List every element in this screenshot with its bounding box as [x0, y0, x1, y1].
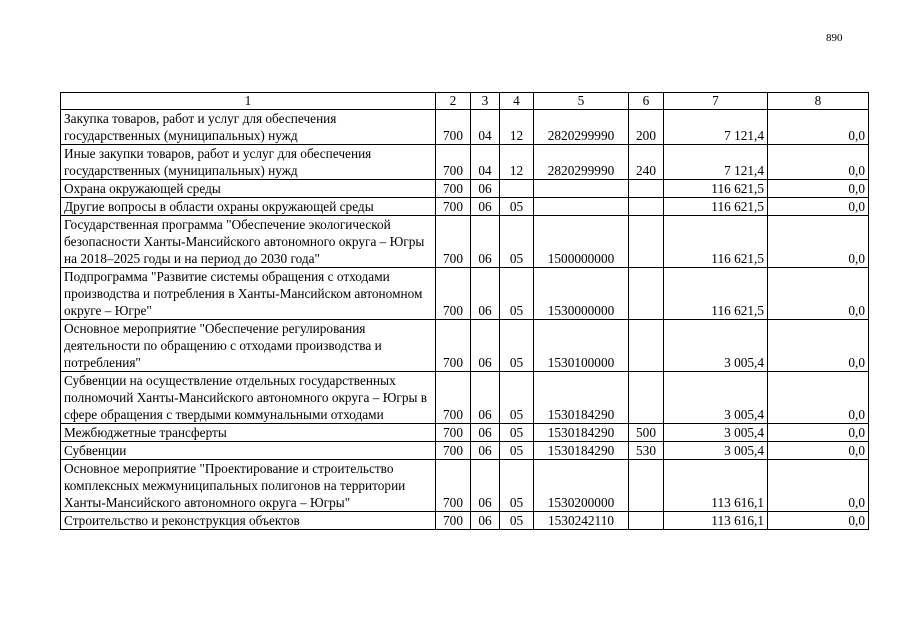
cell-amount-2: 0,0	[768, 216, 869, 268]
cell-amount: 3 005,4	[664, 442, 768, 460]
cell-target-article: 1530100000	[534, 320, 629, 372]
table-row	[61, 460, 869, 512]
cell-section: 06	[471, 216, 500, 268]
cell-amount: 113 616,1	[664, 460, 768, 512]
cell-name: Субвенции	[61, 442, 436, 460]
cell-target-article: 1530242110	[534, 512, 629, 530]
cell-subsection: 05	[500, 512, 534, 530]
cell-section: 06	[471, 268, 500, 320]
table-row	[61, 216, 869, 268]
cell-target-article: 1530184290	[534, 372, 629, 424]
cell-admin-code: 700	[436, 198, 471, 216]
table-row	[61, 110, 869, 145]
table-row	[61, 442, 869, 460]
table-row	[61, 180, 869, 198]
cell-name: Основное мероприятие "Проектирование и строительство комплексных межмуниципальных полигонов на территории Ханты-Мансийского автономного округа – Югры"	[61, 460, 436, 512]
cell-admin-code: 700	[436, 110, 471, 145]
cell-amount: 3 005,4	[664, 372, 768, 424]
header-cell: 7	[664, 93, 768, 110]
cell-expense-type	[629, 512, 664, 530]
table-row	[61, 372, 869, 424]
cell-expense-type	[629, 216, 664, 268]
cell-admin-code: 700	[436, 424, 471, 442]
cell-subsection: 12	[500, 110, 534, 145]
cell-section: 06	[471, 372, 500, 424]
cell-subsection: 05	[500, 424, 534, 442]
cell-expense-type: 240	[629, 145, 664, 180]
cell-subsection: 05	[500, 460, 534, 512]
cell-name: Межбюджетные трансферты	[61, 424, 436, 442]
cell-amount: 116 621,5	[664, 180, 768, 198]
cell-admin-code: 700	[436, 145, 471, 180]
table-row	[61, 268, 869, 320]
cell-section: 06	[471, 442, 500, 460]
table-row	[61, 320, 869, 372]
table-row	[61, 424, 869, 442]
cell-amount-2: 0,0	[768, 180, 869, 198]
table-row	[61, 512, 869, 530]
cell-name: Закупка товаров, работ и услуг для обеспечения государственных (муниципальных) нужд	[61, 110, 436, 145]
cell-amount: 116 621,5	[664, 198, 768, 216]
cell-subsection: 05	[500, 442, 534, 460]
cell-amount-2: 0,0	[768, 268, 869, 320]
cell-amount-2: 0,0	[768, 110, 869, 145]
cell-section: 06	[471, 180, 500, 198]
cell-amount-2: 0,0	[768, 460, 869, 512]
header-cell: 6	[629, 93, 664, 110]
header-cell: 1	[61, 93, 436, 110]
cell-section: 04	[471, 110, 500, 145]
cell-subsection: 12	[500, 145, 534, 180]
cell-admin-code: 700	[436, 320, 471, 372]
cell-section: 06	[471, 320, 500, 372]
cell-admin-code: 700	[436, 442, 471, 460]
cell-section: 06	[471, 424, 500, 442]
cell-expense-type	[629, 372, 664, 424]
header-cell: 5	[534, 93, 629, 110]
cell-amount-2: 0,0	[768, 320, 869, 372]
cell-subsection	[500, 180, 534, 198]
cell-amount: 116 621,5	[664, 216, 768, 268]
cell-amount: 3 005,4	[664, 424, 768, 442]
cell-subsection: 05	[500, 216, 534, 268]
header-cell: 2	[436, 93, 471, 110]
cell-target-article: 2820299990	[534, 145, 629, 180]
header-cell: 8	[768, 93, 869, 110]
cell-subsection: 05	[500, 198, 534, 216]
cell-expense-type: 500	[629, 424, 664, 442]
budget-table	[60, 92, 869, 530]
cell-subsection: 05	[500, 372, 534, 424]
cell-amount: 7 121,4	[664, 145, 768, 180]
cell-admin-code: 700	[436, 460, 471, 512]
cell-section: 06	[471, 198, 500, 216]
cell-expense-type	[629, 460, 664, 512]
cell-amount: 7 121,4	[664, 110, 768, 145]
cell-admin-code: 700	[436, 268, 471, 320]
cell-admin-code: 700	[436, 180, 471, 198]
table-row	[61, 198, 869, 216]
cell-amount-2: 0,0	[768, 145, 869, 180]
cell-expense-type	[629, 320, 664, 372]
cell-admin-code: 700	[436, 372, 471, 424]
header-cell: 4	[500, 93, 534, 110]
table-row	[61, 145, 869, 180]
cell-name: Государственная программа "Обеспечение экологической безопасности Ханты-Мансийского автономного округа – Югры на 2018–2025 годы и на период до 2030 года"	[61, 216, 436, 268]
header-cell: 3	[471, 93, 500, 110]
cell-section: 06	[471, 460, 500, 512]
cell-admin-code: 700	[436, 216, 471, 268]
cell-subsection: 05	[500, 320, 534, 372]
cell-expense-type: 530	[629, 442, 664, 460]
cell-amount: 116 621,5	[664, 268, 768, 320]
cell-target-article: 1500000000	[534, 216, 629, 268]
cell-amount-2: 0,0	[768, 442, 869, 460]
cell-amount-2: 0,0	[768, 372, 869, 424]
cell-expense-type	[629, 180, 664, 198]
cell-target-article: 2820299990	[534, 110, 629, 145]
cell-target-article	[534, 180, 629, 198]
cell-section: 04	[471, 145, 500, 180]
cell-expense-type	[629, 198, 664, 216]
cell-name: Строительство и реконструкция объектов	[61, 512, 436, 530]
cell-amount: 113 616,1	[664, 512, 768, 530]
cell-expense-type	[629, 268, 664, 320]
cell-target-article: 1530184290	[534, 442, 629, 460]
cell-admin-code: 700	[436, 512, 471, 530]
cell-amount-2: 0,0	[768, 198, 869, 216]
cell-name: Основное мероприятие "Обеспечение регулирования деятельности по обращению с отходами производства и потребления"	[61, 320, 436, 372]
cell-section: 06	[471, 512, 500, 530]
cell-name: Иные закупки товаров, работ и услуг для обеспечения государственных (муниципальных) нужд	[61, 145, 436, 180]
cell-amount-2: 0,0	[768, 424, 869, 442]
page-number: 890	[826, 32, 843, 44]
cell-target-article: 1530000000	[534, 268, 629, 320]
cell-expense-type: 200	[629, 110, 664, 145]
cell-target-article: 1530184290	[534, 424, 629, 442]
cell-target-article: 1530200000	[534, 460, 629, 512]
cell-name: Охрана окружающей среды	[61, 180, 436, 198]
cell-name: Подпрограмма "Развитие системы обращения с отходами производства и потребления в Ханты-Мансийском автономном округе – Югре"	[61, 268, 436, 320]
cell-amount: 3 005,4	[664, 320, 768, 372]
table-header-row	[61, 93, 869, 110]
cell-target-article	[534, 198, 629, 216]
cell-amount-2: 0,0	[768, 512, 869, 530]
table-body	[61, 93, 869, 530]
cell-name: Субвенции на осуществление отдельных государственных полномочий Ханты-Мансийского автономного округа – Югры в сфере обращения с твердыми коммунальными отходами	[61, 372, 436, 424]
cell-subsection: 05	[500, 268, 534, 320]
cell-name: Другие вопросы в области охраны окружающей среды	[61, 198, 436, 216]
